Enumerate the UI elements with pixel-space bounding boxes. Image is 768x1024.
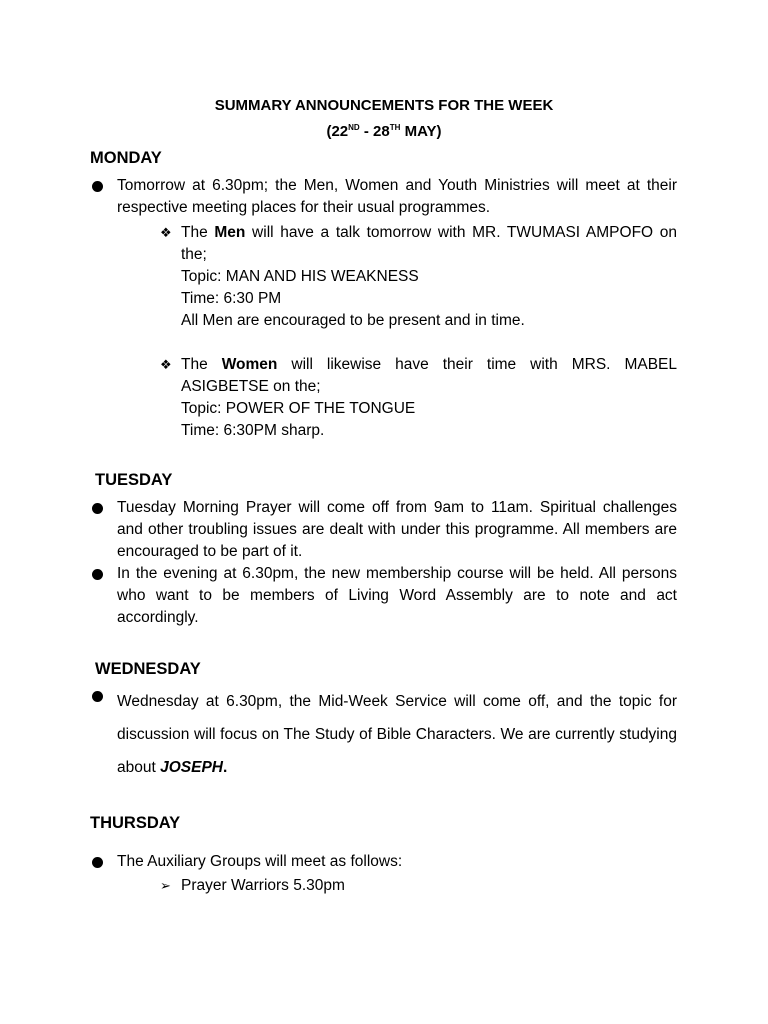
- women-topic: Topic: POWER OF THE TONGUE: [181, 400, 416, 417]
- wednesday-bullet-1: Wednesday at 6.30pm, the Mid-Week Service will come off, and the topic for discussion will focus on The Study of Bible Characters. We are currently studying about JOSEPH.: [117, 693, 677, 776]
- women-announcement: The Women will likewise have their time with MRS. MABEL ASIGBETSE on the;: [181, 356, 677, 395]
- tuesday-bullet-1: Tuesday Morning Prayer will come off from 9am to 11am. Spiritual challenges and other troubling issues are dealt with under this programme. All members are encouraged to be part of it.: [117, 499, 677, 560]
- thursday-bullet-1: The Auxiliary Groups will meet as follows:: [117, 853, 403, 870]
- tuesday-heading: TUESDAY: [95, 471, 173, 489]
- bullet-icon: [92, 503, 103, 514]
- diamond-bullet-icon: ❖: [160, 225, 172, 240]
- men-note: All Men are encouraged to be present and in time.: [181, 312, 525, 329]
- tuesday-bullet-2: In the evening at 6.30pm, the new membership course will be held. All persons who want to be members of Living Word Assembly are to note and act accordingly.: [117, 565, 677, 626]
- date-range: (22ND - 28TH MAY): [326, 123, 442, 140]
- monday-heading: MONDAY: [90, 149, 162, 167]
- bullet-icon: [92, 569, 103, 580]
- bullet-icon: [92, 691, 103, 702]
- bullet-icon: [92, 181, 103, 192]
- diamond-bullet-icon: ❖: [160, 357, 172, 372]
- men-announcement: The Men will have a talk tomorrow with MR. TWUMASI AMPOFO on the;: [181, 224, 677, 263]
- document-title: SUMMARY ANNOUNCEMENTS FOR THE WEEK: [214, 97, 554, 114]
- wednesday-heading: WEDNESDAY: [95, 660, 201, 678]
- men-time: Time: 6:30 PM: [181, 290, 282, 307]
- thursday-heading: THURSDAY: [90, 814, 181, 832]
- monday-bullet-1: Tomorrow at 6.30pm; the Men, Women and Youth Ministries will meet at their respective meeting places for their usual programmes.: [117, 177, 677, 216]
- men-topic: Topic: MAN AND HIS WEAKNESS: [181, 268, 419, 285]
- arrow-bullet-icon: ➢: [160, 878, 171, 893]
- women-time: Time: 6:30PM sharp.: [181, 422, 325, 439]
- thursday-sub-1: Prayer Warriors 5.30pm: [181, 877, 345, 894]
- bullet-icon: [92, 857, 103, 868]
